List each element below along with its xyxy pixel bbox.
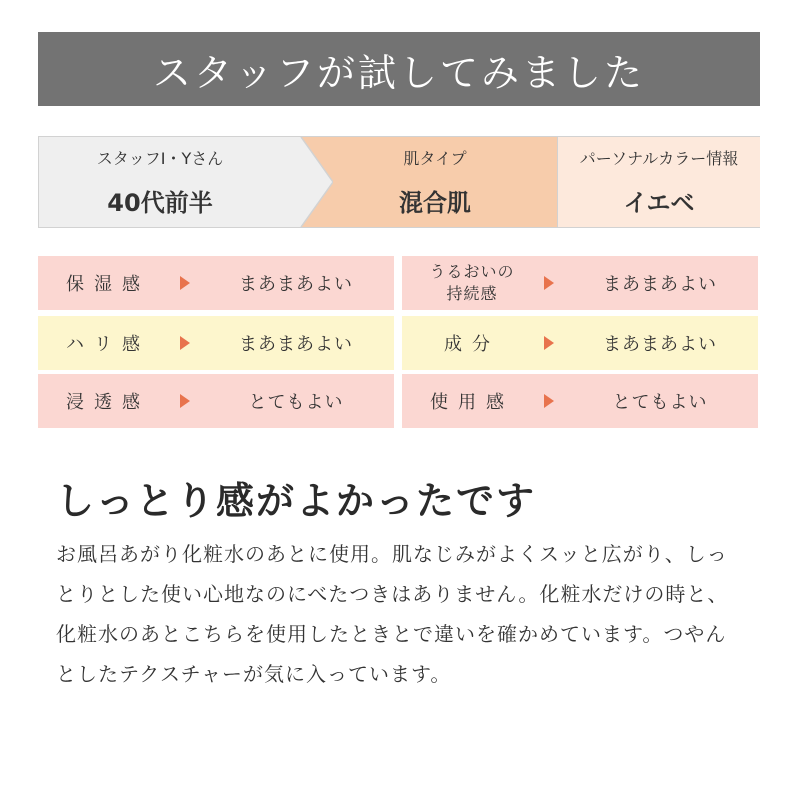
rating-row	[38, 374, 760, 428]
skin-type-value: 混合肌	[399, 189, 471, 217]
rating-cell	[38, 256, 394, 310]
page-banner	[38, 32, 760, 106]
review-heading: しっとり感がよかったです	[56, 479, 537, 523]
rating-row	[38, 256, 760, 310]
rating-cell	[38, 316, 394, 370]
rating-value: まあまあよい	[603, 334, 717, 355]
chevron-separator-icon	[271, 137, 333, 227]
triangle-arrow-icon	[180, 276, 190, 290]
personal-color-value: イエベ	[623, 189, 695, 217]
rating-label: 成分	[444, 334, 500, 355]
staff-age-value: 40代前半	[107, 189, 213, 217]
personal-color-cell	[557, 137, 760, 227]
skin-type-cell	[301, 137, 557, 227]
triangle-arrow-icon	[544, 336, 554, 350]
rating-row	[38, 316, 760, 370]
staff-info-cell	[39, 137, 301, 227]
rating-cell	[402, 256, 758, 310]
triangle-arrow-icon	[544, 394, 554, 408]
rating-value: とてもよい	[248, 392, 344, 413]
rating-value: とてもよい	[612, 392, 708, 413]
staff-name-label: スタッフI・Yさん	[96, 149, 224, 168]
rating-value: まあまあよい	[239, 334, 353, 355]
triangle-arrow-icon	[180, 394, 190, 408]
rating-value: まあまあよい	[239, 274, 353, 295]
rating-label: うるおいの 持続感	[429, 262, 515, 303]
skin-type-label: 肌タイプ	[403, 149, 467, 168]
triangle-arrow-icon	[544, 276, 554, 290]
review-body: お風呂あがり化粧水のあとに使用。肌なじみがよくスッと広がり、しっとりとした使い心地なのにべたつきはありません。化粧水だけの時と、化粧水のあとこちらを使用したときとで違いを確かめています。つやんとしたテクスチャーが気に入っています。	[56, 542, 729, 686]
rating-cell	[402, 374, 758, 428]
banner-title: スタッフが試してみました	[152, 50, 645, 95]
rating-label: 浸透感	[66, 392, 150, 413]
triangle-arrow-icon	[180, 336, 190, 350]
personal-color-label: パーソナルカラー情報	[579, 149, 739, 168]
rating-label: 使用感	[430, 392, 514, 413]
rating-cell	[38, 374, 394, 428]
rating-label: 保湿感	[66, 274, 150, 295]
rating-cell	[402, 316, 758, 370]
rating-value: まあまあよい	[603, 274, 717, 295]
rating-label: ハリ感	[66, 334, 150, 355]
staff-profile-bar	[38, 136, 760, 228]
